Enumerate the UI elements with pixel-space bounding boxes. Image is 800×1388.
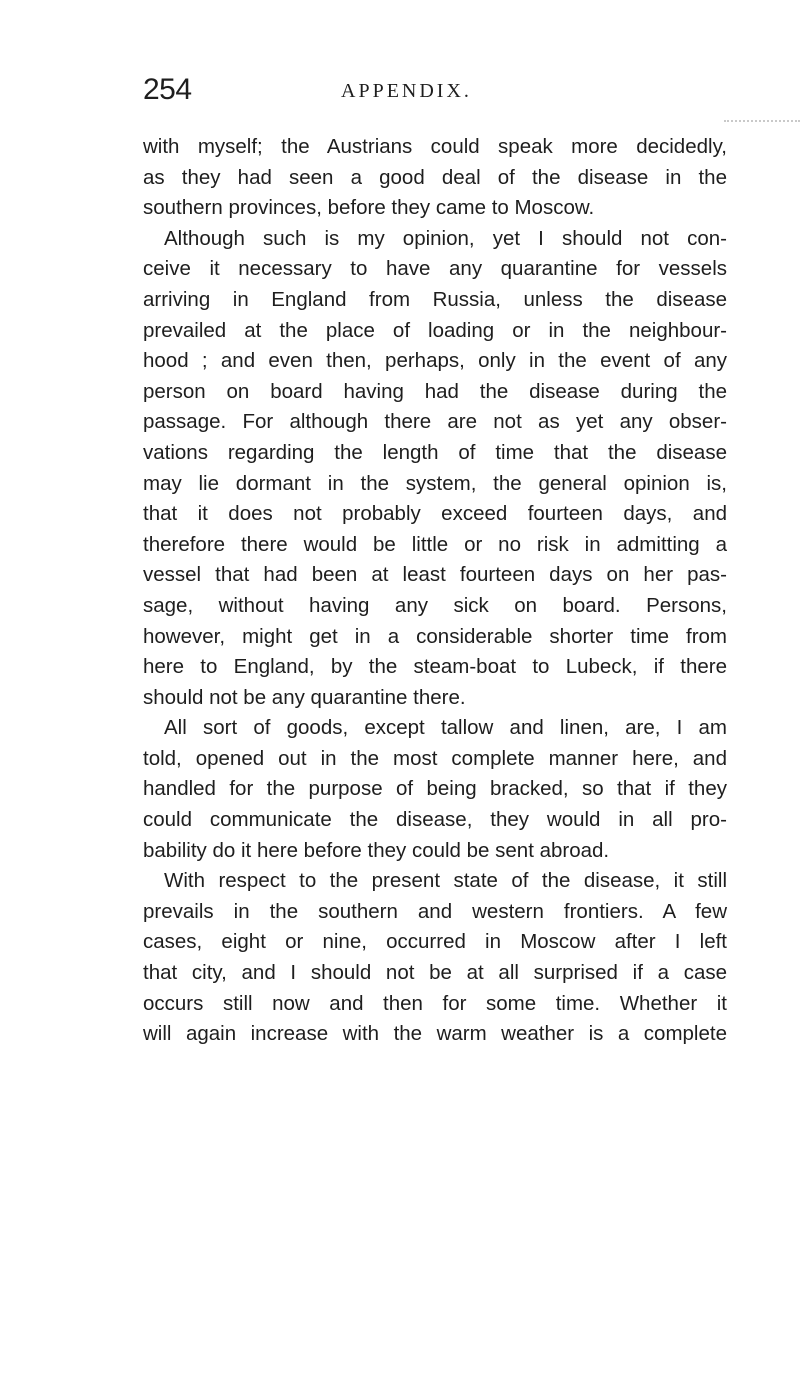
text-line: southern provinces, before they came to Moscow. [143,196,595,220]
text-line: sage, without having any sick on board. Persons, [143,593,727,617]
text-line: All sort of goods, except tallow and linen, are, I am [164,716,727,740]
text-line: will again increase with the warm weather is a complete [143,1022,727,1046]
text-line: as they had seen a good deal of the disease in the [143,165,727,189]
text-line: therefore there would be little or no risk in admitting a [143,532,727,556]
text-line: that it does not probably exceed fourteen days, and [143,502,727,526]
text-line: hood ; and even then, perhaps, only in the event of any [143,349,727,373]
running-head: APPENDIX. [341,80,472,102]
text-line: ceive it necessary to have any quarantine for vessels [143,257,727,281]
text-line: With respect to the present state of the disease, it still [164,869,727,893]
text-line: Although such is my opinion, yet I should not con- [164,226,727,250]
page-edge-dots [724,120,800,122]
body-text [143,132,727,1050]
text-line: vessel that had been at least fourteen days on her pas- [143,563,727,587]
text-line: that city, and I should not be at all surprised if a case [143,961,727,985]
text-line: arriving in England from Russia, unless the disease [143,287,727,311]
text-line: here to England, by the steam-boat to Lubeck, if there [143,655,727,679]
text-line: prevails in the southern and western frontiers. A few [143,899,727,923]
text-line: cases, eight or nine, occurred in Moscow after I left [143,930,727,954]
page-number: 254 [143,73,192,106]
text-line: vations regarding the length of time that the disease [143,440,727,464]
text-line: handled for the purpose of being bracked, so that if they [143,777,727,801]
text-line: occurs still now and then for some time. Whether it [143,991,727,1015]
page-header [143,72,743,112]
text-line: passage. For although there are not as yet any obser- [143,410,727,434]
text-line: prevailed at the place of loading or in the neighbour- [143,318,727,342]
text-line: with myself; the Austrians could speak more decidedly, [143,135,727,158]
text-line: told, opened out in the most complete manner here, and [143,746,727,770]
text-line: however, might get in a considerable shorter time from [143,624,727,648]
text-line: should not be any quarantine there. [143,685,466,709]
text-line: could communicate the disease, they would in all pro- [143,808,727,832]
text-line: bability do it here before they could be sent abroad. [143,838,610,862]
text-line: may lie dormant in the system, the general opinion is, [143,471,727,495]
text-line: person on board having had the disease during the [143,379,727,403]
